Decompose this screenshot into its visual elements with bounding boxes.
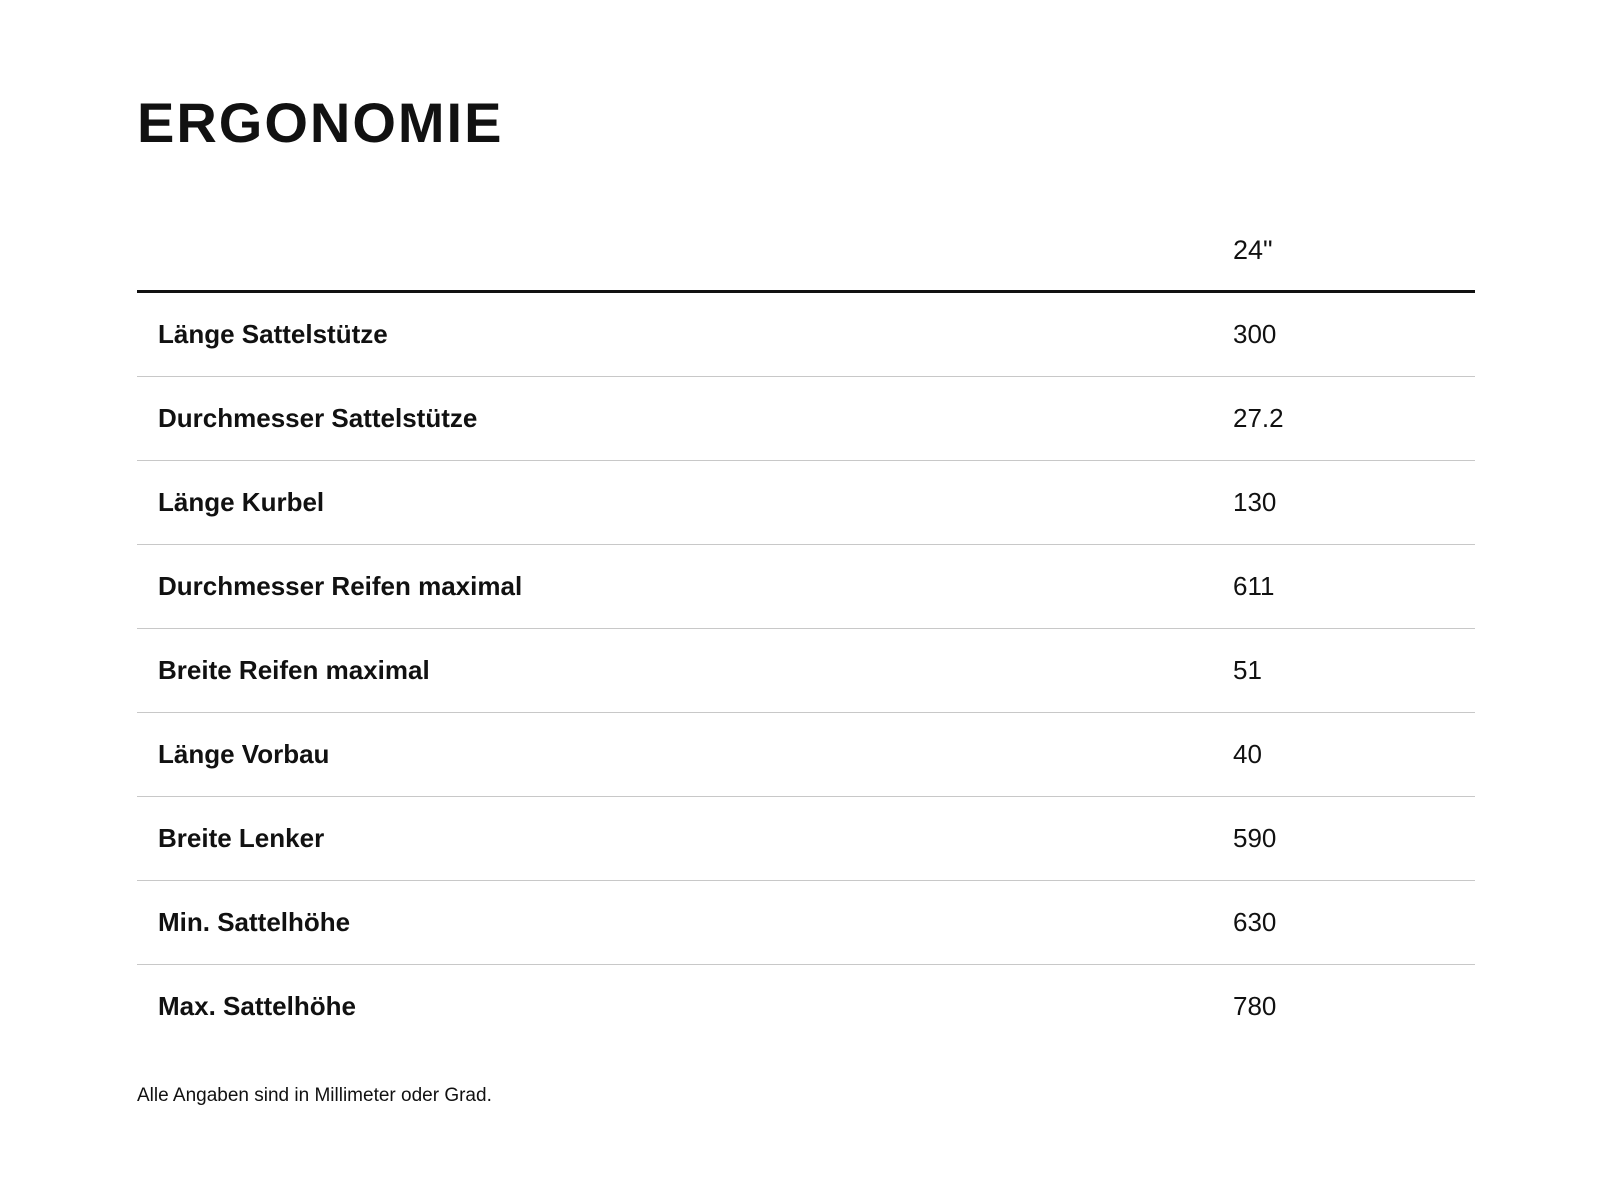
table-row — [137, 377, 1475, 461]
row-label: Min. Sattelhöhe — [158, 907, 351, 937]
table-row — [137, 545, 1475, 629]
table-row — [137, 965, 1475, 1048]
table-row — [137, 713, 1475, 797]
row-label: Breite Reifen maximal — [158, 655, 430, 685]
table-header — [137, 210, 1475, 293]
size-column-header: 24" — [1233, 235, 1273, 265]
row-label: Durchmesser Sattelstütze — [158, 403, 478, 433]
row-label: Länge Kurbel — [158, 487, 325, 517]
table-row — [137, 293, 1475, 377]
row-label: Länge Vorbau — [158, 739, 330, 769]
row-value: 780 — [1233, 991, 1277, 1021]
row-value: 300 — [1233, 319, 1277, 349]
row-label: Durchmesser Reifen maximal — [158, 571, 523, 601]
units-footnote: Alle Angaben sind in Millimeter oder Grad. — [137, 1085, 492, 1106]
row-value: 630 — [1233, 907, 1277, 937]
row-value: 40 — [1233, 739, 1262, 769]
geometry-table — [137, 210, 1475, 1048]
table-row — [137, 797, 1475, 881]
row-value: 130 — [1233, 487, 1277, 517]
row-value: 590 — [1233, 823, 1277, 853]
row-label: Länge Sattelstütze — [158, 319, 388, 349]
row-value: 27.2 — [1233, 403, 1284, 433]
page-title: ERGONOMIE — [137, 91, 504, 154]
row-label: Breite Lenker — [158, 823, 325, 853]
table-row — [137, 881, 1475, 965]
table-row — [137, 461, 1475, 545]
row-value: 51 — [1233, 655, 1262, 685]
row-label: Max. Sattelhöhe — [158, 991, 356, 1021]
row-value: 611 — [1233, 571, 1275, 601]
table-row — [137, 629, 1475, 713]
